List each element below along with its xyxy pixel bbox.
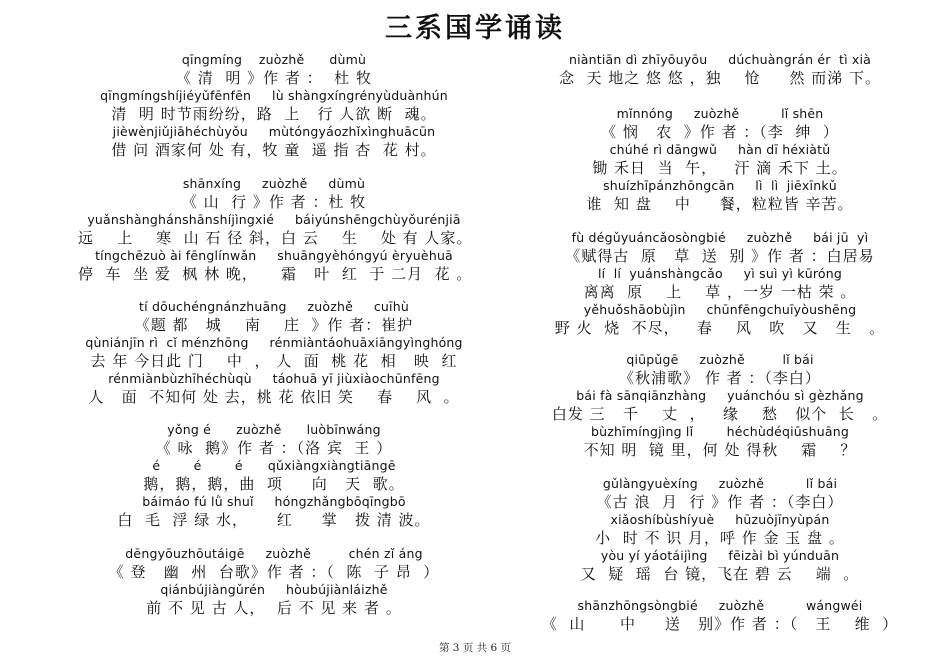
left-pinyin-line: qīngmíng zuòzhě dùmù [181, 52, 367, 67]
right-verse-line: 白发 三 千 丈 ， 缘 愁 似个 长 。 [551, 405, 889, 423]
right-pinyin-line: qiūpǔgē zuòzhě lǐ bái [626, 352, 814, 367]
right-verse-line: 《 悯 农 》作 者 ：（李 绅 ） [601, 123, 839, 141]
right-verse-line: 小 时 不 识 月，呼 作 金 玉 盘 。 [595, 529, 845, 547]
right-pinyin-line: bái fà sānqiānzhàng yuánchóu sì gèzhǎng [576, 388, 864, 403]
right-verse-line: 不知 明 镜 里，何 处 得秋 霜 ？ [583, 441, 857, 459]
right-verse-line: 念 天 地之 悠 悠 ，独 怆 然 而涕 下。 [558, 69, 882, 87]
left-pinyin-line: tí dōuchéngnánzhuāng zuòzhě cuīhù [139, 299, 409, 314]
left-pinyin-line: qīngmíngshíjiéyǔfēnfēn lù shàngxíngrényùduànhún [100, 88, 448, 103]
left-verse-line: 《 登 幽 州 台歌》作 者 ：（ 陈 子 昂 ） [108, 563, 440, 581]
left-verse-line: 鹅，鹅，鹅，曲 项 向 天 歌。 [143, 475, 405, 493]
left-verse-line: 白 毛 浮 绿 水， 红 掌 拨 清 波。 [117, 511, 431, 529]
left-verse-line: 远 上 寒 山 石 径 斜，白 云 生 处 有 人家。 [78, 229, 473, 247]
left-pinyin-line: tíngchēzuò ài fēnglínwǎn shuāngyèhóngyú èryuèhuā [95, 248, 453, 263]
right-verse-line: 《 山 中 送 别》作 者 ：（ 王 维 ） [541, 615, 899, 633]
right-verse-line: 《秋浦歌》 作 者 ：（李白） [619, 369, 821, 387]
left-pinyin-line: dēngyōuzhōutáigē zuòzhě chén zǐ áng [125, 546, 423, 561]
right-verse-line: 《古 浪 月 行 》作 者 ：（李白） [596, 493, 844, 511]
right-verse-line: 锄 禾日 当 午， 汗 滴 禾下 土。 [592, 159, 848, 177]
right-verse-line: 《赋得古 原 草 送 别 》作 者 ：白居易 [565, 247, 875, 265]
left-verse-line: 《 清 明 》作 者 ： 杜 牧 [176, 69, 372, 87]
right-pinyin-line: yěhuǒshāobùjìn chūnfēngchuīyòushēng [583, 302, 857, 317]
left-verse-line: 《题 都 城 南 庄 》作 者：崔护 [134, 316, 414, 334]
left-verse-line: 停 车 坐 爱 枫 林 晚， 霜 叶 红 于 二月 花 。 [78, 265, 473, 283]
right-verse-line: 谁 知 盘 中 餐，粒粒皆 辛苦。 [586, 195, 854, 213]
left-pinyin-line: yuǎnshànghánshānshíjìngxié báiyúnshēngchùyǒurénjiā [87, 212, 461, 227]
page-title: 三系国学诵读 [385, 13, 565, 44]
right-pinyin-line: mǐnnóng zuòzhě lǐ shēn [616, 106, 824, 121]
left-pinyin-line: shānxíng zuòzhě dùmù [182, 176, 366, 191]
right-verse-line: 野 火 烧 不尽， 春 风 吹 又 生 。 [554, 319, 886, 337]
right-verse-line: 离离 原 上 草 ，一岁 一枯 荣 。 [583, 283, 857, 301]
right-pinyin-line: lí lí yuánshàngcǎo yì suì yì kūróng [598, 266, 842, 281]
right-pinyin-line: niàntiān dì zhīyōuyōu dúchuàngrán ér tì xià [568, 52, 872, 67]
left-verse-line: 前 不 见 古 人， 后 不 见 来 者 。 [146, 599, 402, 617]
left-verse-line: 《 咏 鹅》作 者 ：（洛 宾 王 ） [155, 439, 393, 457]
left-verse-line: 借 问 酒家何 处 有，牧 童 遥 指 杏 花 村。 [111, 141, 437, 159]
left-pinyin-line: qiánbújiàngǔrén hòubújiànláizhě [160, 582, 388, 597]
left-pinyin-line: jièwènjiǔjiāhéchùyǒu mùtóngyáozhǐxìnghuācūn [112, 124, 436, 139]
left-pinyin-line: báimáo fú lǜ shuǐ hóngzhǎngbōqīngbō [142, 494, 406, 509]
right-pinyin-line: chúhé rì dāngwǔ hàn dī héxiàtǔ [609, 142, 831, 157]
right-pinyin-line: xiǎoshíbùshíyuè hūzuòjīnyùpán [610, 512, 830, 527]
left-verse-line: 人 面 不知何 处 去，桃 花 依旧 笑 春 风 。 [88, 388, 460, 406]
left-pinyin-line: rénmiànbùzhīhéchùqù táohuā yī jiùxiàochūnfēng [108, 371, 440, 386]
right-pinyin-line: fù dégǔyuáncǎosòngbié zuòzhě bái jū yì [571, 230, 869, 245]
right-pinyin-line: gǔlàngyuèxíng zuòzhě lǐ bái [602, 476, 838, 491]
right-pinyin-line: yòu yí yáotáijìng fēizài bì yúnduān [600, 548, 840, 563]
left-verse-line: 去 年 今日此 门 中 ， 人 面 桃 花 相 映 红 [90, 352, 458, 370]
right-pinyin-line: shuízhīpánzhōngcān lì lì jiēxīnkǔ [603, 178, 837, 193]
right-verse-line: 又 疑 瑶 台 镜，飞在 碧 云 端 。 [580, 565, 860, 583]
left-verse-line: 《 山 行 》作 者 ：杜 牧 [181, 193, 367, 211]
page-footer: 第 3 页 共 6 页 [438, 642, 512, 654]
left-pinyin-line: qùniánjīn rì cǐ ménzhōng rénmiàntáohuāxiāngyìnghóng [85, 335, 463, 350]
left-pinyin-line: é é é qǔxiàngxiàngtiāngē [152, 458, 396, 473]
right-pinyin-line: bùzhīmíngjìng lǐ héchùdéqiūshuāng [591, 424, 849, 439]
left-verse-line: 清 明 时节雨纷纷，路 上 行 人欲 断 魂。 [111, 105, 437, 123]
left-pinyin-line: yǒng é zuòzhě luòbīnwáng [167, 422, 381, 437]
right-pinyin-line: shānzhōngsòngbié zuòzhě wángwéi [577, 598, 863, 613]
